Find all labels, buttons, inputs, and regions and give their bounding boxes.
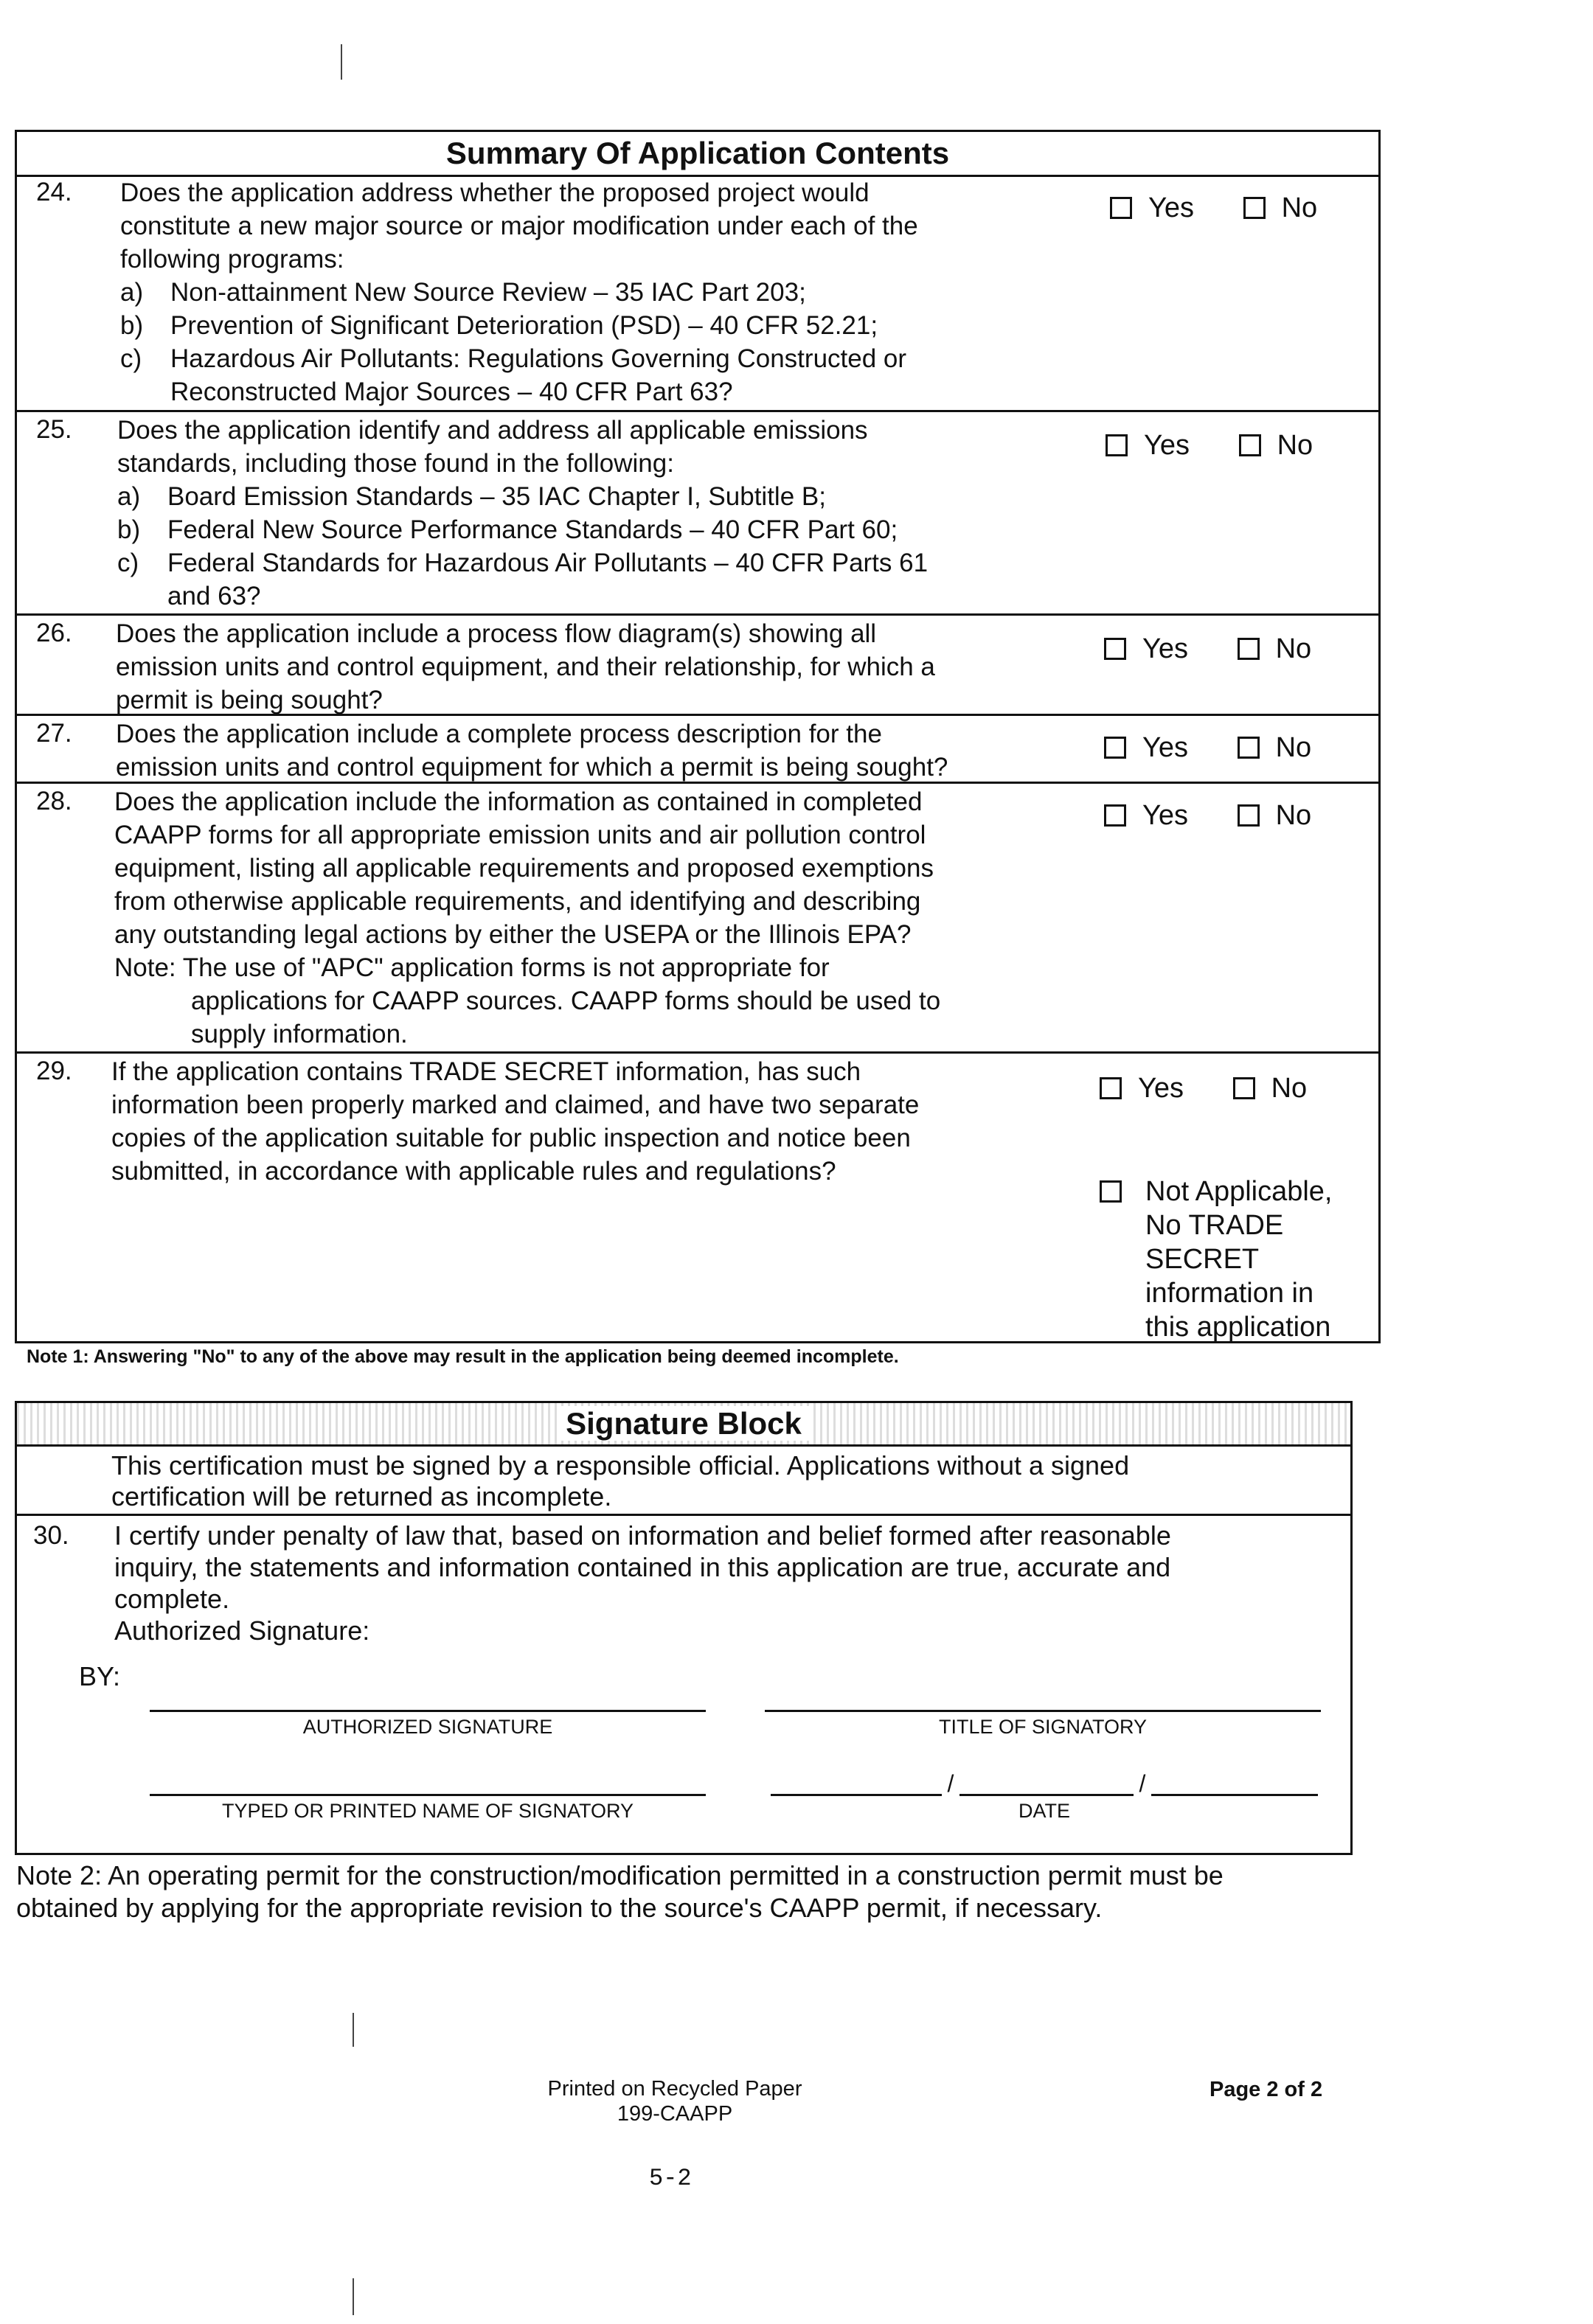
by-label: BY: [79,1661,121,1691]
yes-checkbox[interactable]: Yes [1104,800,1188,832]
yes-no-options [1104,800,1311,832]
question-row-26 [17,616,1378,716]
scan-mark [353,2013,354,2047]
date-month-field[interactable] [771,1794,942,1796]
authorized-signature-field[interactable] [150,1710,706,1712]
question-number: 25. [36,415,72,444]
certification-notice: This certification must be signed by a responsible official. Applications without a signed certification will be returned as incomplete. [111,1450,1130,1511]
question-row-25 [17,412,1378,616]
question-number: 24. [36,178,72,206]
yes-no-options [1104,732,1311,764]
note-2: Note 2: An operating permit for the construction/modification permitted in a construction permit must be obtained by applying for the appropriate revision to the source's CAAPP permit, if necessary. [16,1860,1224,1923]
page-code: 5-2 [649,2165,692,2192]
date-separator: / [947,1770,954,1797]
signature-block-title: Signature Block [17,1403,1350,1447]
question-number: 28. [36,787,72,815]
yes-no-options [1106,430,1313,462]
no-checkbox[interactable]: No [1239,430,1313,462]
yes-checkbox[interactable]: Yes [1104,633,1188,665]
title-of-signatory-caption: TITLE OF SIGNATORY [938,1716,1148,1738]
summary-table [15,130,1381,1343]
date-caption: DATE [1018,1800,1070,1822]
question-number: 30. [33,1521,69,1550]
question-text: Does the application identify and address all applicable emissions standards, including those found in the following: a) Board Emission Standards – 35 IAC Chapter I, Subtitle B; b) Federal New Source Performance Standards – 40 CFR Part 60; c) Federal Standards for Hazardous Air Pollutants – 40 CFR Parts 61 and 63? [117,416,929,610]
divider [17,1514,1350,1516]
page-number: Page 2 of 2 [1210,2078,1323,2101]
no-checkbox[interactable]: No [1238,800,1312,832]
question-text: Does the application address whether the proposed project would constitute a new major source or major modification under each of the following programs: a) Non-attainment New Source Review – 35 IAC Part 203; b) Prevention of Significant Deterioration (PSD) – 40 CFR 52.21; c) Hazardous Air Pollutants: Regulations Governing Constructed or Reconstructed Major Sources – 40 CFR Part 63? [120,178,918,406]
yes-no-options [1100,1073,1307,1104]
no-checkbox[interactable]: No [1238,732,1312,764]
question-text: Does the application include a process flow diagram(s) showing all emission units and control equipment, and their relationship, for which a permit is being sought? [116,619,935,714]
no-checkbox[interactable]: No [1238,633,1312,665]
no-checkbox[interactable]: No [1233,1073,1308,1104]
yes-checkbox[interactable]: Yes [1100,1073,1184,1104]
date-separator: / [1139,1770,1146,1797]
yes-checkbox[interactable]: Yes [1106,430,1190,462]
typed-name-field[interactable] [150,1794,706,1796]
question-row-28 [17,784,1378,1054]
note-1: Note 1: Answering "No" to any of the above may result in the application being deemed incomplete. [27,1346,899,1367]
summary-title: Summary Of Application Contents [17,132,1378,177]
yes-checkbox[interactable]: Yes [1110,192,1194,224]
question-number: 29. [36,1057,72,1085]
question-row-27 [17,716,1378,784]
certification-statement: I certify under penalty of law that, based on information and belief formed after reasonable inquiry, the statements and information contained in this application are true, accurate and complete. Authorized Signature: [114,1520,1171,1646]
question-row-24 [17,175,1378,412]
footer-printed: Printed on Recycled Paper 199-CAAPP [547,2077,802,2126]
typed-name-caption: TYPED OR PRINTED NAME OF SIGNATORY [221,1800,634,1822]
date-year-field[interactable] [1151,1794,1318,1796]
no-checkbox[interactable]: No [1243,192,1318,224]
title-of-signatory-field[interactable] [765,1710,1321,1712]
yes-no-options [1104,633,1311,665]
signature-block [15,1401,1353,1855]
yes-no-options [1110,192,1317,224]
question-text: Does the application include a complete process description for the emission units and control equipment for which a permit is being sought? [116,720,948,782]
not-applicable-checkbox[interactable] [1100,1180,1122,1203]
question-number: 26. [36,619,72,647]
scan-mark [353,2278,354,2315]
question-row-29: 29. If the application contains TRADE SECRET information, has such information been properly marked and claimed, and have two separate copies of the application suitable for public inspection and notice been submitted, in accordance with applicable rules and regulations? Yes No Not Applicable, No TRADE SECRET information in this application [36,1057,1333,1343]
question-text: Does the application include the information as contained in completed CAAPP forms for all appropriate emission units and air pollution control equipment, listing all applicable requirements and proposed exemptions from otherwise applicable requirements, and identifying and describing any outstanding legal actions by either the USEPA or the Illinois EPA? Note: The use of "APC" application forms is not appropriate for applications for CAAPP sources. CAAPP forms should be used to supply information. [114,787,941,1048]
question-text: If the application contains TRADE SECRET information, has such information been properly marked and claimed, and have two separate copies of the application suitable for public inspection and notice been submitted, in accordance with applicable rules and regulations? [111,1057,920,1186]
yes-checkbox[interactable]: Yes [1104,732,1188,764]
date-day-field[interactable] [959,1794,1134,1796]
scan-mark [341,44,342,80]
authorized-signature-caption: AUTHORIZED SIGNATURE [302,1716,553,1738]
question-number: 27. [36,719,72,748]
